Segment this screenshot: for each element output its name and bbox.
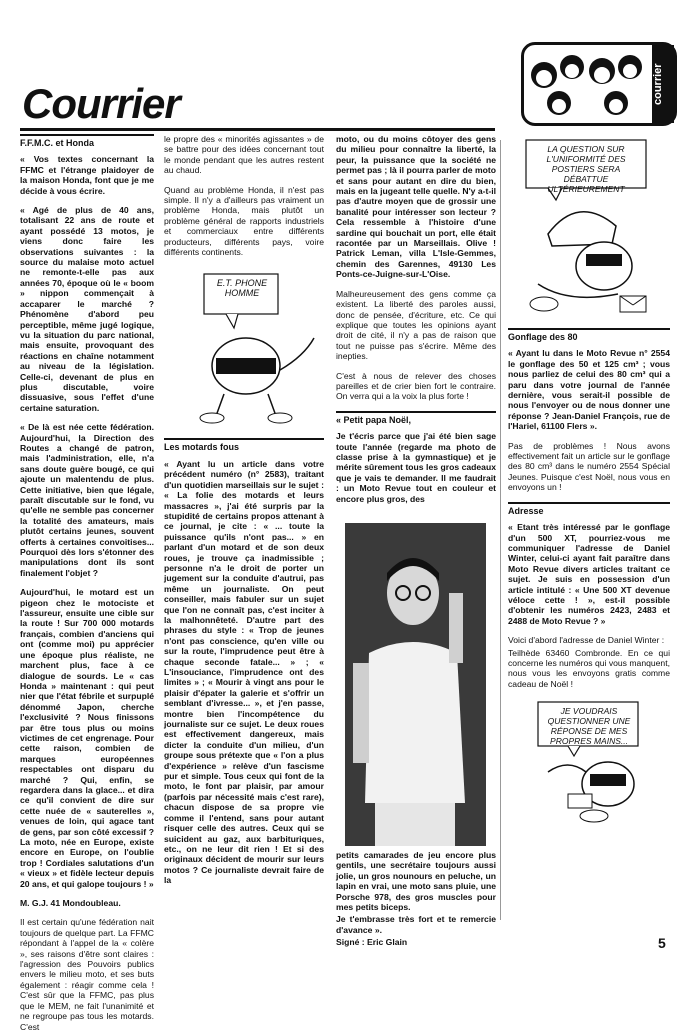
reply-paragraph: Teilhède 63460 Combronde. En ce qui concerne les numéros qui vous manquent, nous vous les envoyons gratis comme cadeau de Noël ! — [508, 647, 670, 689]
reply-paragraph: Quand au problème Honda, il n'est pas simple. Il n'y a d'ailleurs pas vraiment un problème Honda, mais plutôt un problème général de rapports industriels et commerciaux entre différents producteurs, différents pays, voire différents continents. — [164, 184, 324, 258]
letter-paragraph: « Ayant lu dans le Moto Revue n° 2554 le gonflage des 50 et 125 cm³ ; vous nous parliez de celui des 80 cm³ qui a paru dans votre journal de l'année dernière, vous serait-il possible de nous l'envoyer ou de nous donner une réponse ? Jean-Daniel François, rue de l'Hariel, 61100 Flers ». — [508, 348, 670, 432]
column-4 — [508, 134, 670, 826]
postman-cartoon-top — [508, 134, 670, 320]
page-title: Courrier — [22, 80, 180, 127]
section-heading-adresse: Adresse — [508, 502, 670, 516]
letter-paragraph: « De là est née cette fédération. Aujourd'hui, la Direction des Routes a changé de patron, mais l'administration, elle, n'a sans doute guère bougé, ce qui ajoute un malentendu de plus. Cette initiative, bien que légale, paraît discutable sur le fond, vu qu'elle ne semble pas concerner la totalité des amateurs, mais plutôt certains jeunes, souvent offerts à certaines convoitises... Pourquoi dès lors s'étonner des manipulations dont ils sont finalement l'objet ? — [20, 422, 154, 578]
column-1 — [20, 134, 154, 1032]
letter-paragraph: « Agé de plus de 40 ans, totalisant 22 ans de route et ayant possédé 13 motos, je viens donc faire les observations suivantes : la source du malaise moto actuel ne remonte-t-elle pas aux années 70, époque où le « boom » nippon commençait à accaparer le marché ? Phénomène d'abord peu perceptible, même jugé logique, vu la situation du parc national, mais ensuite, provoquant des réactions en chaîne notamment au niveau de la législation. Celle-ci, devenant de plus en plus discutable, voire dissuasive, sous l'effet d'une certaine saturation. — [20, 205, 154, 413]
page-number: 5 — [658, 935, 666, 951]
speech-bubble-text: JE VOUDRAIS QUESTIONNER UNE RÉPONSE DE MES PROPRES MAINS... — [547, 706, 631, 747]
postman-cartoon-bottom — [508, 698, 670, 826]
et-cartoon — [164, 266, 324, 426]
letter-paragraph: petits camarades de jeu encore plus gentils, une secrétaire toujours aussi jolie, un gros nounours en peluche, un lapin en vrai, une moto sans pluie, une Porsche 978, des gros muscles pour mes petits biceps. — [336, 850, 496, 913]
section-heading-petit-papa-noel: « Petit papa Noël, — [336, 411, 496, 425]
courrier-logo — [521, 42, 677, 126]
section-heading-motards-fous: Les motards fous — [164, 438, 324, 452]
letter-paragraph: « Vos textes concernant la FFMC et l'étrange plaidoyer de la maison Honda, font que je me décide à vous écrire. — [20, 154, 154, 196]
letter-paragraph: moto, ou du moins côtoyer des gens du milieu pour connaître la liberté, la peur, la puissance que la société ne permet pas ; là il pourra parler de moto et sans pour autant en dire du bien, mais en la jugeant telle quelle. N'y a-t-il pas d'autre moyen que de grossir une banalité pour intéresser son lecteur ? Cela ressemble à l'histoire d'une sardine qui bouchait un port, elle était racontée par un Marseillais. Olive ! Patrick Leman, villa L'Isle-Gemmes, chemin des Garennes, 49130 Les Ponts-ce-Juigne-sur-L'Oise. — [336, 134, 496, 280]
logo-label: courrier — [652, 45, 674, 123]
letter-signature: M. G.J. 41 Mondoubleau. — [20, 898, 121, 909]
section-heading-gonflage: Gonflage des 80 — [508, 328, 670, 342]
reply-paragraph: Voici d'abord l'adresse de Daniel Winter : — [508, 635, 665, 646]
reader-photo — [345, 523, 486, 846]
column-2 — [164, 134, 324, 895]
reply-paragraph: Pas de problèmes ! Nous avons effectivement fait un article sur le gonflage des 80 cm³ dans le numéro 2554 Spécial Jeunes. Puisque c'est Noël, nous vous en envoyons un ! — [508, 440, 670, 493]
letter-paragraph: Aujourd'hui, le motard est un pigeon chez le motociste et l'assureur, ensuite une cible sur la route ! Sur 700 000 motards français, combien d'anciens qui ont (comme moi) pu apprécier une époque plus réaliste, ne marchent plus, face à ce dialogue de sourds. Le « cas Honda » maintenant : qui peut nier que l'état fébrile et surpuplé dénommé Japon, cherche l'exclusivité ? Nous finissons par être tous plus ou moins victimes de cet engrenage. Pour cette raison, combien de marques européennes respectables ont disparu du marché ? Qui, enfin, se regardera dans la glace... et dira ce qu'il convient de dire sur cette nuée de « sauterelles », venues de loin, qui agace tant de gens, par son côté excessif ? La moto, née en Europe, existe encore en Europe, on l'oublie trop ! Cordiales salutations d'un « vieux » et fidèle lecteur depuis 20 ans, et qui galope toujours ! » — [20, 587, 154, 889]
boy-photo-illustration — [345, 523, 486, 846]
letter-paragraph: « Etant très intéressé par le gonflage d'un 500 XT, pourriez-vous me communiquer l'adresse de Daniel Winter, celui-ci ayant fait paraître dans Moto Revue divers articles traitant ce sujet. Je suis en possession d'un article intitulé : « Une 500 XT devenue véloce cette ! », est-il possible d'obtenir les numéros 2423, 2483 et 2488 de Moto Revue ? » — [508, 522, 670, 626]
speech-bubble-text: E.T. PHONE HOMME — [216, 278, 268, 299]
reply-paragraph: Il est certain qu'une fédération nait toujours de quelque part. La FFMC répondant à l'appel de la « colère », ses raisons d'être sont claires : l'agression des Pouvoirs publics envers le milieu moto, et ses buts également : réagir comme cela ! C'est sûr que la FFMC, pas plus que le MEM, ne fait l'unanimité et ne regroupe pas tous les motards. C'est — [20, 917, 154, 1032]
letter-paragraph: Je t'écris parce que j'ai été bien sage toute l'année (regarde ma photo de classe prise à la gymnastique) et je mérite sûrement tous les gros cadeaux que je vais te demander. Il me faudrait : un Moto Revue tout en couleur et encore plus gros, des — [336, 431, 496, 504]
section-heading-ffmc: F.F.M.C. et Honda — [20, 134, 154, 148]
column-3-continued — [336, 850, 496, 948]
letter-signature: Signé : Eric Glain — [336, 937, 408, 948]
header-rule — [20, 128, 495, 131]
reply-paragraph: Malheureusement des gens comme ça existent. La liberté des paroles aussi, donc de pensée, d'écriture, etc. Ce qui explique que toutes les opinions ayant droit de cité, il n'y a pas de raison que tout ne puisse pas s'écrire. Même des inepties. — [336, 288, 496, 362]
reply-paragraph: C'est à nous de relever des choses pareilles et de crier bien fort le contraire. On verra qui a la voix la plus forte ! — [336, 370, 496, 402]
reply-paragraph: le propre des « minorités agissantes » de se battre pour des idées concernant tout le monde pendant que les autres restent au chaud. — [164, 134, 324, 176]
column-divider — [500, 140, 501, 920]
speech-bubble-text: LA QUESTION SUR L'UNIFORMITÉ DES POSTIERS SERA DÉBATTUE ULTÉRIEUREMENT — [546, 144, 626, 194]
letter-paragraph: Je t'embrasse très fort et te remercie d'avance ». — [336, 914, 496, 935]
letter-paragraph: « Ayant lu un article dans votre précédent numéro (n° 2583), traitant d'un quotidien marseillais sur le sujet : « La folie des motards et leurs massacres », j'ai été surpris par la stupidité de certains propos attenant à ce journal, je cite : « ... toute la puissance qu'ils n'ont pas... » en parlant d'un motard et de son deux roues, je trouve ça inadmissible ; personne n'a le droit de porter un jugement sur la conduite d'autrui, pas même un journaliste. On peut conseiller, mais fabuler sur un sujet que l'on ne connaît pas, c'est inciter à la malhonnêteté. D'autre part des phrases du style : « Trop de jeunes n'ont pas conscience, qu'en ville ou sur la route, l'imprudence peut être à chaque seconde fatale... » ; « L'insouciance, l'imprudence ont des limites » ; « Mourir à vingt ans pour le plaisir d'épater la galerie et s'offrir un semblant d'ivresse... », et j'en passe, montre bien l'incompétence du journaliste sur ce sujet. Le deux roues est effectivement dangereux, mais dicter la conduite d'un milieu, d'un groupe sous prétexte que « l'on a plus d'expérience » relève d'un fascisme pur et simple. Tous ceux qui font de la moto, le font par plaisir, par amour (parfois par nécessité mais c'est rare), chacun dispose de sa propre vie comme il l'entend, sans pour autant risquer celle des autres. Ceux qui se suicident au gaz, aux barbituriques, etc., on ne leur dit rien ! Et si des originaux décident de mourir sur leurs motos ? Ce journaliste devrait faire de la — [164, 458, 324, 886]
logo-faces-illustration — [524, 45, 652, 123]
